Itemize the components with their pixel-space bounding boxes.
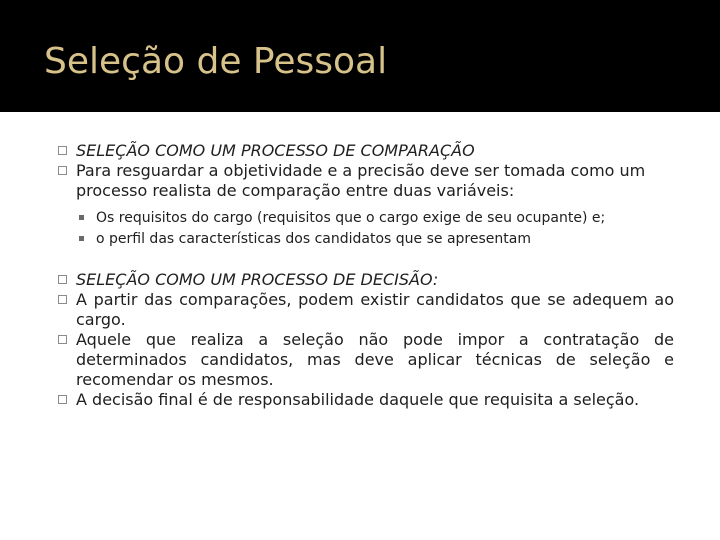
section1-subitem-text: Os requisitos do cargo (requisitos que o cargo exige de seu ocupante) e; xyxy=(96,210,606,226)
section2-point-text: Aquele que realiza a seleção não pode impor a contratação de determinados candidatos, mas deve aplicar técnicas de seleção e recomendar os mesmos. xyxy=(76,330,674,389)
section1-subitem xyxy=(58,209,674,227)
slide-title: Seleção de Pessoal xyxy=(44,41,388,82)
section2-point-text: A decisão final é de responsabilidade daquele que requisita a seleção. xyxy=(76,390,640,409)
section1-subitem xyxy=(58,230,674,248)
square-bullet-icon xyxy=(58,295,67,304)
slide-content xyxy=(58,141,674,410)
section2-point xyxy=(58,390,674,410)
section2-heading xyxy=(58,270,674,290)
section2-point xyxy=(58,290,674,330)
small-square-bullet-icon xyxy=(79,215,84,220)
section1-heading-text: SELEÇÃO COMO UM PROCESSO DE COMPARAÇÃO xyxy=(76,141,475,160)
title-bar xyxy=(0,0,720,112)
section1-point-text: Para resguardar a objetividade e a precisão deve ser tomada como um processo realista de comparação entre duas variáveis: xyxy=(76,161,646,200)
square-bullet-icon xyxy=(58,166,67,175)
square-bullet-icon xyxy=(58,146,67,155)
small-square-bullet-icon xyxy=(79,236,84,241)
section1-heading xyxy=(58,141,674,161)
section1-subitem-text: o perfil das características dos candidatos que se apresentam xyxy=(96,231,531,247)
section2-point xyxy=(58,330,674,390)
square-bullet-icon xyxy=(58,275,67,284)
spacer xyxy=(58,248,674,270)
section2-point-text: A partir das comparações, podem existir candidatos que se adequem ao cargo. xyxy=(76,290,674,329)
section2-heading-text: SELEÇÃO COMO UM PROCESSO DE DECISÃO: xyxy=(76,270,439,289)
square-bullet-icon xyxy=(58,335,67,344)
square-bullet-icon xyxy=(58,395,67,404)
section1-point xyxy=(58,161,674,201)
